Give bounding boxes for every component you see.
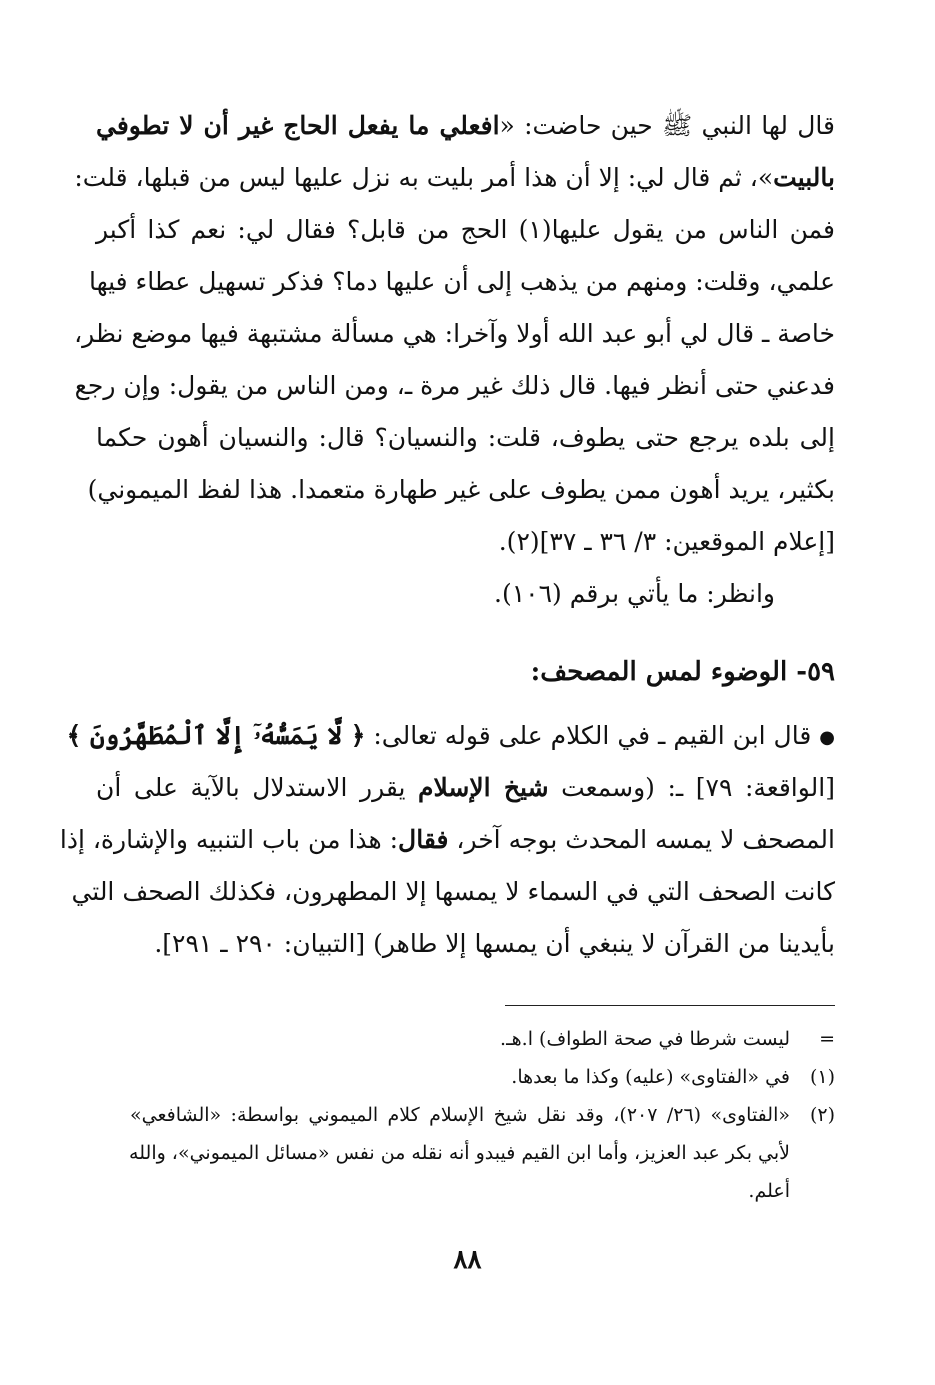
see-also-line: وانظر: ما يأتي برقم (١٠٦).: [494, 579, 775, 608]
text-segment: قال ابن القيم ـ في الكلام على قوله تعالى:: [365, 721, 812, 750]
text-line: فدعني حتى أنظر فيها. قال ذلك غير مرة ـ، ومن الناس من يقول: وإن رجع: [74, 371, 835, 400]
footnote-text: في «الفتاوى» (عليه) وكذا ما بعدها.: [511, 1066, 790, 1088]
text-line: إلى بلده يرجع حتى يطوف، قلت: والنسيان؟ قال: والنسيان أهون حكما: [96, 423, 835, 452]
text-line: كانت الصحف التي في السماء لا يمسها إلا المطهرون، فكذلك الصحف التي: [71, 877, 835, 906]
text-line: [59, 814, 835, 866]
text-line: بأيدينا من القرآن لا ينبغي أن يمسها إلا طاهر) [التبيان: ٢٩٠ ـ ٢٩١].: [154, 929, 835, 958]
hadith-bold-text: بالبيت: [773, 163, 835, 192]
text-segment: المصحف لا يمسه المحدث بوجه آخر،: [448, 825, 835, 854]
bold-term: شيخ الإسلام: [418, 773, 549, 802]
text-line: [66, 710, 835, 762]
footnote-marker: =: [819, 1028, 835, 1050]
footnote-text: ليست شرطا في صحة الطواف) ا.هـ.: [500, 1028, 790, 1050]
text-line: بكثير، يريد أهون ممن يطوف على غير طهارة متعمدا. هذا لفظ الميموني): [87, 475, 835, 504]
section-heading: ٥٩- الوضوء لمس المصحف:: [530, 657, 835, 687]
footnote: [130, 1020, 835, 1058]
footnote-text: لأبي بكر عبد العزيز، وأما ابن القيم فيبدو أنه نقله من نفس «مسائل الميموني»، والله: [129, 1142, 790, 1164]
footnote-continuation: [130, 1134, 835, 1172]
citation-line: [إعلام الموقعين: ٣/ ٣٦ ـ ٣٧](٢).: [498, 527, 835, 556]
bullet-icon: ●: [819, 726, 835, 748]
paragraph-main: [74, 100, 836, 620]
text-segment: »، ثم قال لي: إلا أن هذا أمر بليت به نزل عليها ليس من قبلها، قلت:: [74, 163, 774, 192]
bold-term: فقال: [398, 825, 449, 854]
footnote-continuation: [130, 1172, 835, 1210]
quran-verse: ﴿ لَّا يَمَسُّهُۥٓ إِلَّا ٱلْمُطَهَّرُونَ ﴾: [66, 721, 366, 750]
footnote-text: «الفتاوى» (٢٦/ ٢٠٧)، وقد نقل شيخ الإسلام كلام الميموني بواسطة: «الشافعي»: [130, 1104, 790, 1126]
text-line: فمن الناس من يقول عليها(١) الحج من قابل؟ فقال لي: نعم كذا أكبر: [96, 215, 836, 244]
text-segment: قال لها النبي ﷺ حين حاضت: «: [499, 111, 835, 140]
page-number: ٨٨: [453, 1245, 482, 1275]
text-line: [74, 152, 835, 204]
text-line: علمي، وقلت: ومنهم من يذهب إلى أن عليها دما؟ فذكر تسهيل عطاء فيها: [88, 267, 835, 296]
footnotes: [130, 1020, 835, 1210]
text-segment: [الواقعة: ٧٩] ـ: (وسمعت: [548, 773, 835, 802]
text-segment: يقرر الاستدلال بالآية على أن: [96, 773, 419, 802]
footnote-marker: (٢): [809, 1104, 835, 1126]
paragraph-section: [59, 710, 835, 970]
text-segment: : هذا من باب التنبيه والإشارة، إذا: [59, 825, 399, 854]
hadith-bold-text: افعلي ما يفعل الحاج غير أن لا تطوفي: [96, 111, 500, 140]
footnote-text: أعلم.: [748, 1180, 790, 1202]
text-line: خاصة ـ قال لي أبو عبد الله أولا وآخرا: هي مسألة مشتبهة فيها موضع نظر،: [74, 319, 835, 348]
footnote-divider: [505, 1005, 835, 1006]
footnote-marker: (١): [809, 1066, 835, 1088]
footnote: [130, 1058, 835, 1096]
text-line: [96, 762, 835, 814]
footnote: [130, 1096, 835, 1134]
text-line: [96, 100, 835, 152]
